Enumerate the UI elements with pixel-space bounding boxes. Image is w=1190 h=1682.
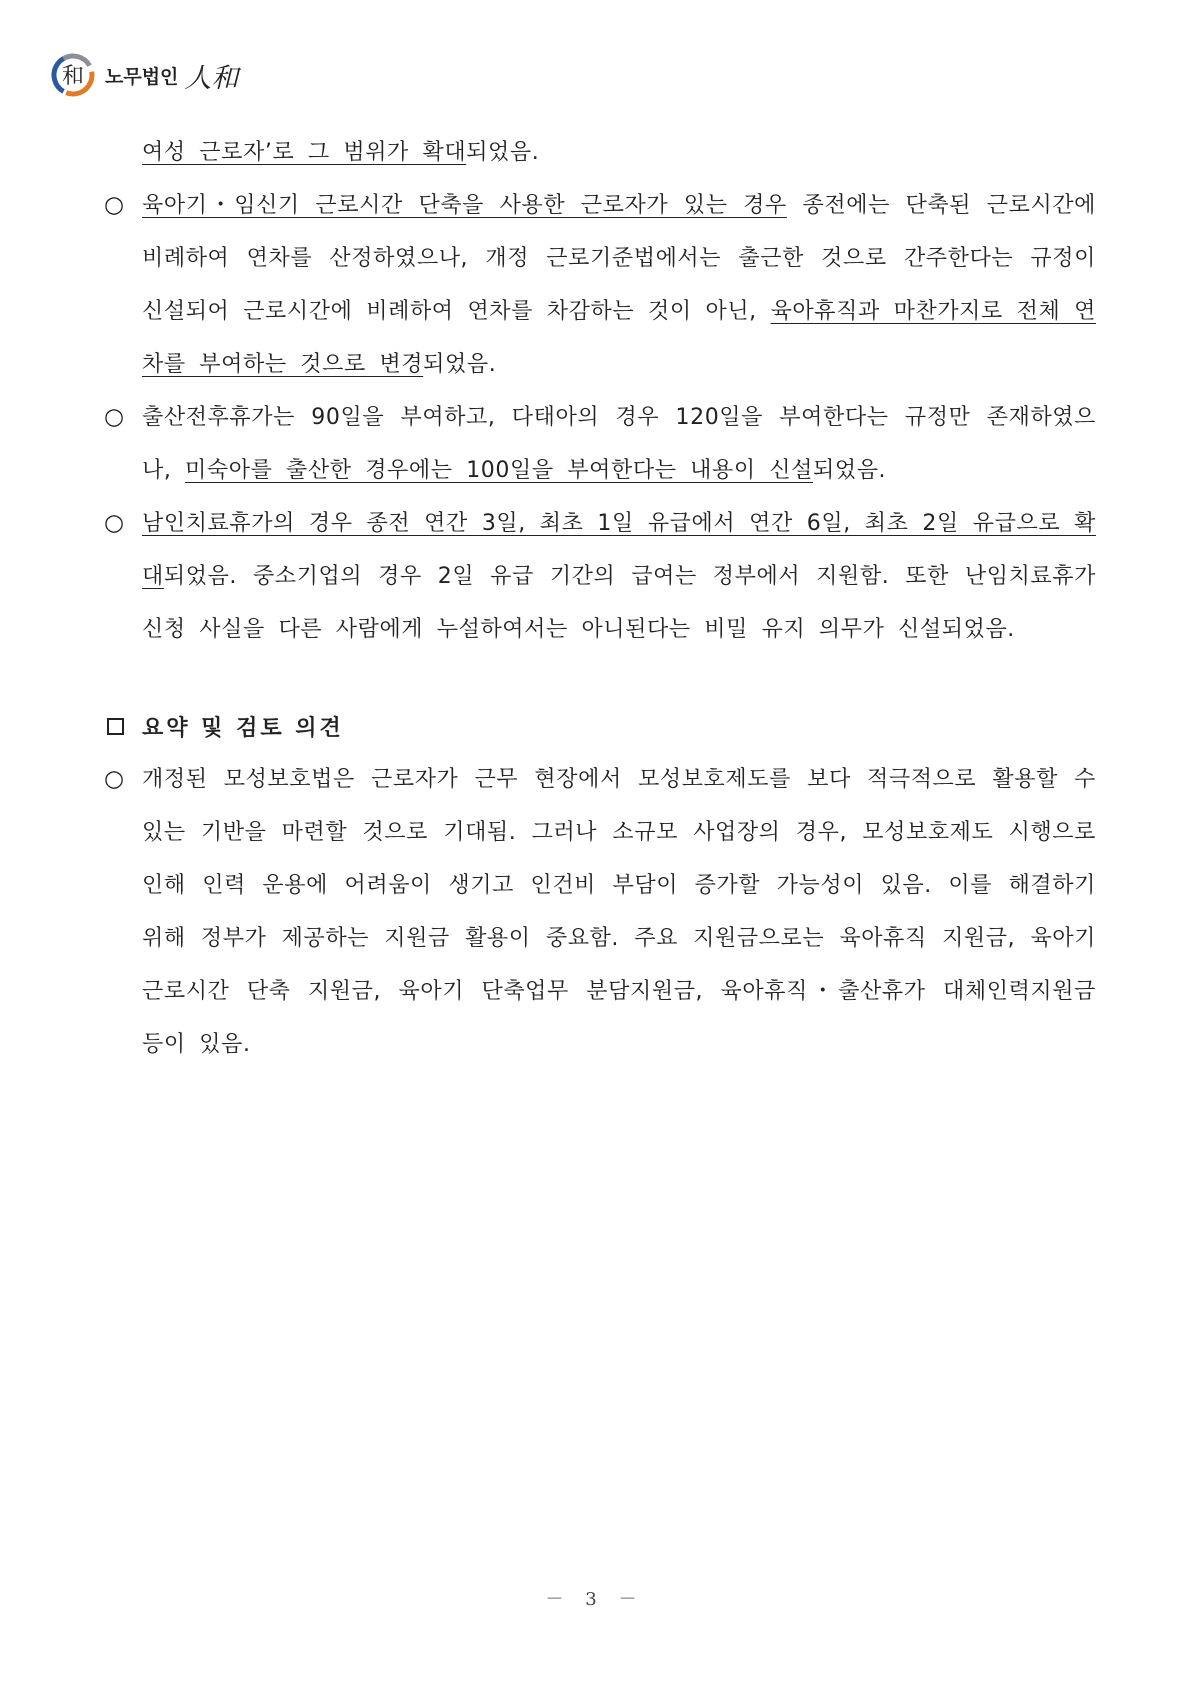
- firm-name: 노무법인: [105, 65, 179, 88]
- body-text: 되었음.: [423, 352, 497, 377]
- body-text: 되었음.: [466, 140, 540, 165]
- paragraph: [98, 126, 1096, 179]
- circle-bullet-icon: ○: [104, 766, 125, 792]
- paragraph: [98, 391, 1096, 497]
- underlined-text: 육아휴직과 마찬가지로 전체 연차를 부여하는 것으로 변경: [142, 299, 1097, 377]
- paragraph: [98, 497, 1096, 656]
- circle-bullet-icon: ○: [104, 404, 125, 430]
- firm-hanja: 人和: [184, 62, 239, 94]
- section-paragraph-list: [98, 753, 1096, 1071]
- body-text: 개정된 모성보호법은 근로자가 근무 현장에서 모성보호제도를 보다 적극적으로 활용할 수 있는 기반을 마련할 것으로 기대됨. 그러나 소규모 사업장의 경우, 모성보호제도 시행으로 인해 인력 운용에 어려움이 생기고 인건비 부담이 증가할 가능성이 있음. 이를 해결하기 위해 정부가 제공하는 지원금 활용이 중요함. 주요 지원금으로는 육아휴직 지원금, 육아기 근로시간 단축 지원금, 육아기 단축업무 분담지원금, 육아휴직・출산휴가 대체인력지원금 등이 있음.: [142, 767, 1096, 1057]
- paragraph: [98, 753, 1096, 1071]
- paragraph-list: [98, 126, 1096, 656]
- circle-bullet-icon: ○: [104, 192, 125, 218]
- body-text: 되었음. 중소기업의 경우 2일 유급 기간의 급여는 정부에서 지원함. 또한 난임치료휴가 신청 사실을 다른 사람에게 누설하여서는 아니된다는 비밀 유지 의무가 신설되었음.: [142, 564, 1096, 642]
- paragraph-text: [142, 391, 1096, 497]
- body-text: 출산전후휴가는 90일을 부여하고, 다태아의 경우 120일을 부여한다는 규정만 존재하였으나,: [142, 405, 1096, 483]
- letterhead: [50, 52, 238, 98]
- paragraph: [98, 179, 1096, 391]
- paragraph-text: [142, 497, 1096, 656]
- paragraph-text: [142, 126, 1096, 179]
- document-body: [98, 126, 1096, 1071]
- paragraph-text: [142, 179, 1096, 391]
- circle-bullet-icon: ○: [104, 510, 125, 536]
- underlined-text: 여성 근로자’로 그 범위가 확대: [142, 140, 467, 165]
- body-text: 종전에는 단축된 근로시간에 비례하여 연차를 산정하였으나, 개정 근로기준법에서는 출근한 것으로 간주한다는 규정이 신설되어 근로시간에 비례하여 연차를 차감하는 것이 아닌,: [142, 193, 1096, 324]
- underlined-text: 육아기・임신기 근로시간 단축을 사용한 근로자가 있는 경우: [142, 193, 787, 218]
- logo-character: 和: [61, 64, 85, 89]
- firm-logo-icon: [50, 52, 96, 98]
- section-heading: [98, 700, 1096, 753]
- section-box-icon: [107, 718, 124, 735]
- underlined-text: 미숙아를 출산한 경우에는 100일을 부여한다는 내용이 신설: [185, 458, 813, 483]
- paragraph-text: [142, 753, 1096, 1071]
- underlined-text: 남인치료휴가의 경우 종전 연간 3일, 최초 1일 유급에서 연간 6일, 최초 2일 유급으로 확대: [142, 511, 1096, 589]
- page-number: － 3 －: [545, 1589, 645, 1610]
- body-text: 되었음.: [813, 458, 887, 483]
- section-title: 요약 및 검토 의견: [142, 716, 344, 741]
